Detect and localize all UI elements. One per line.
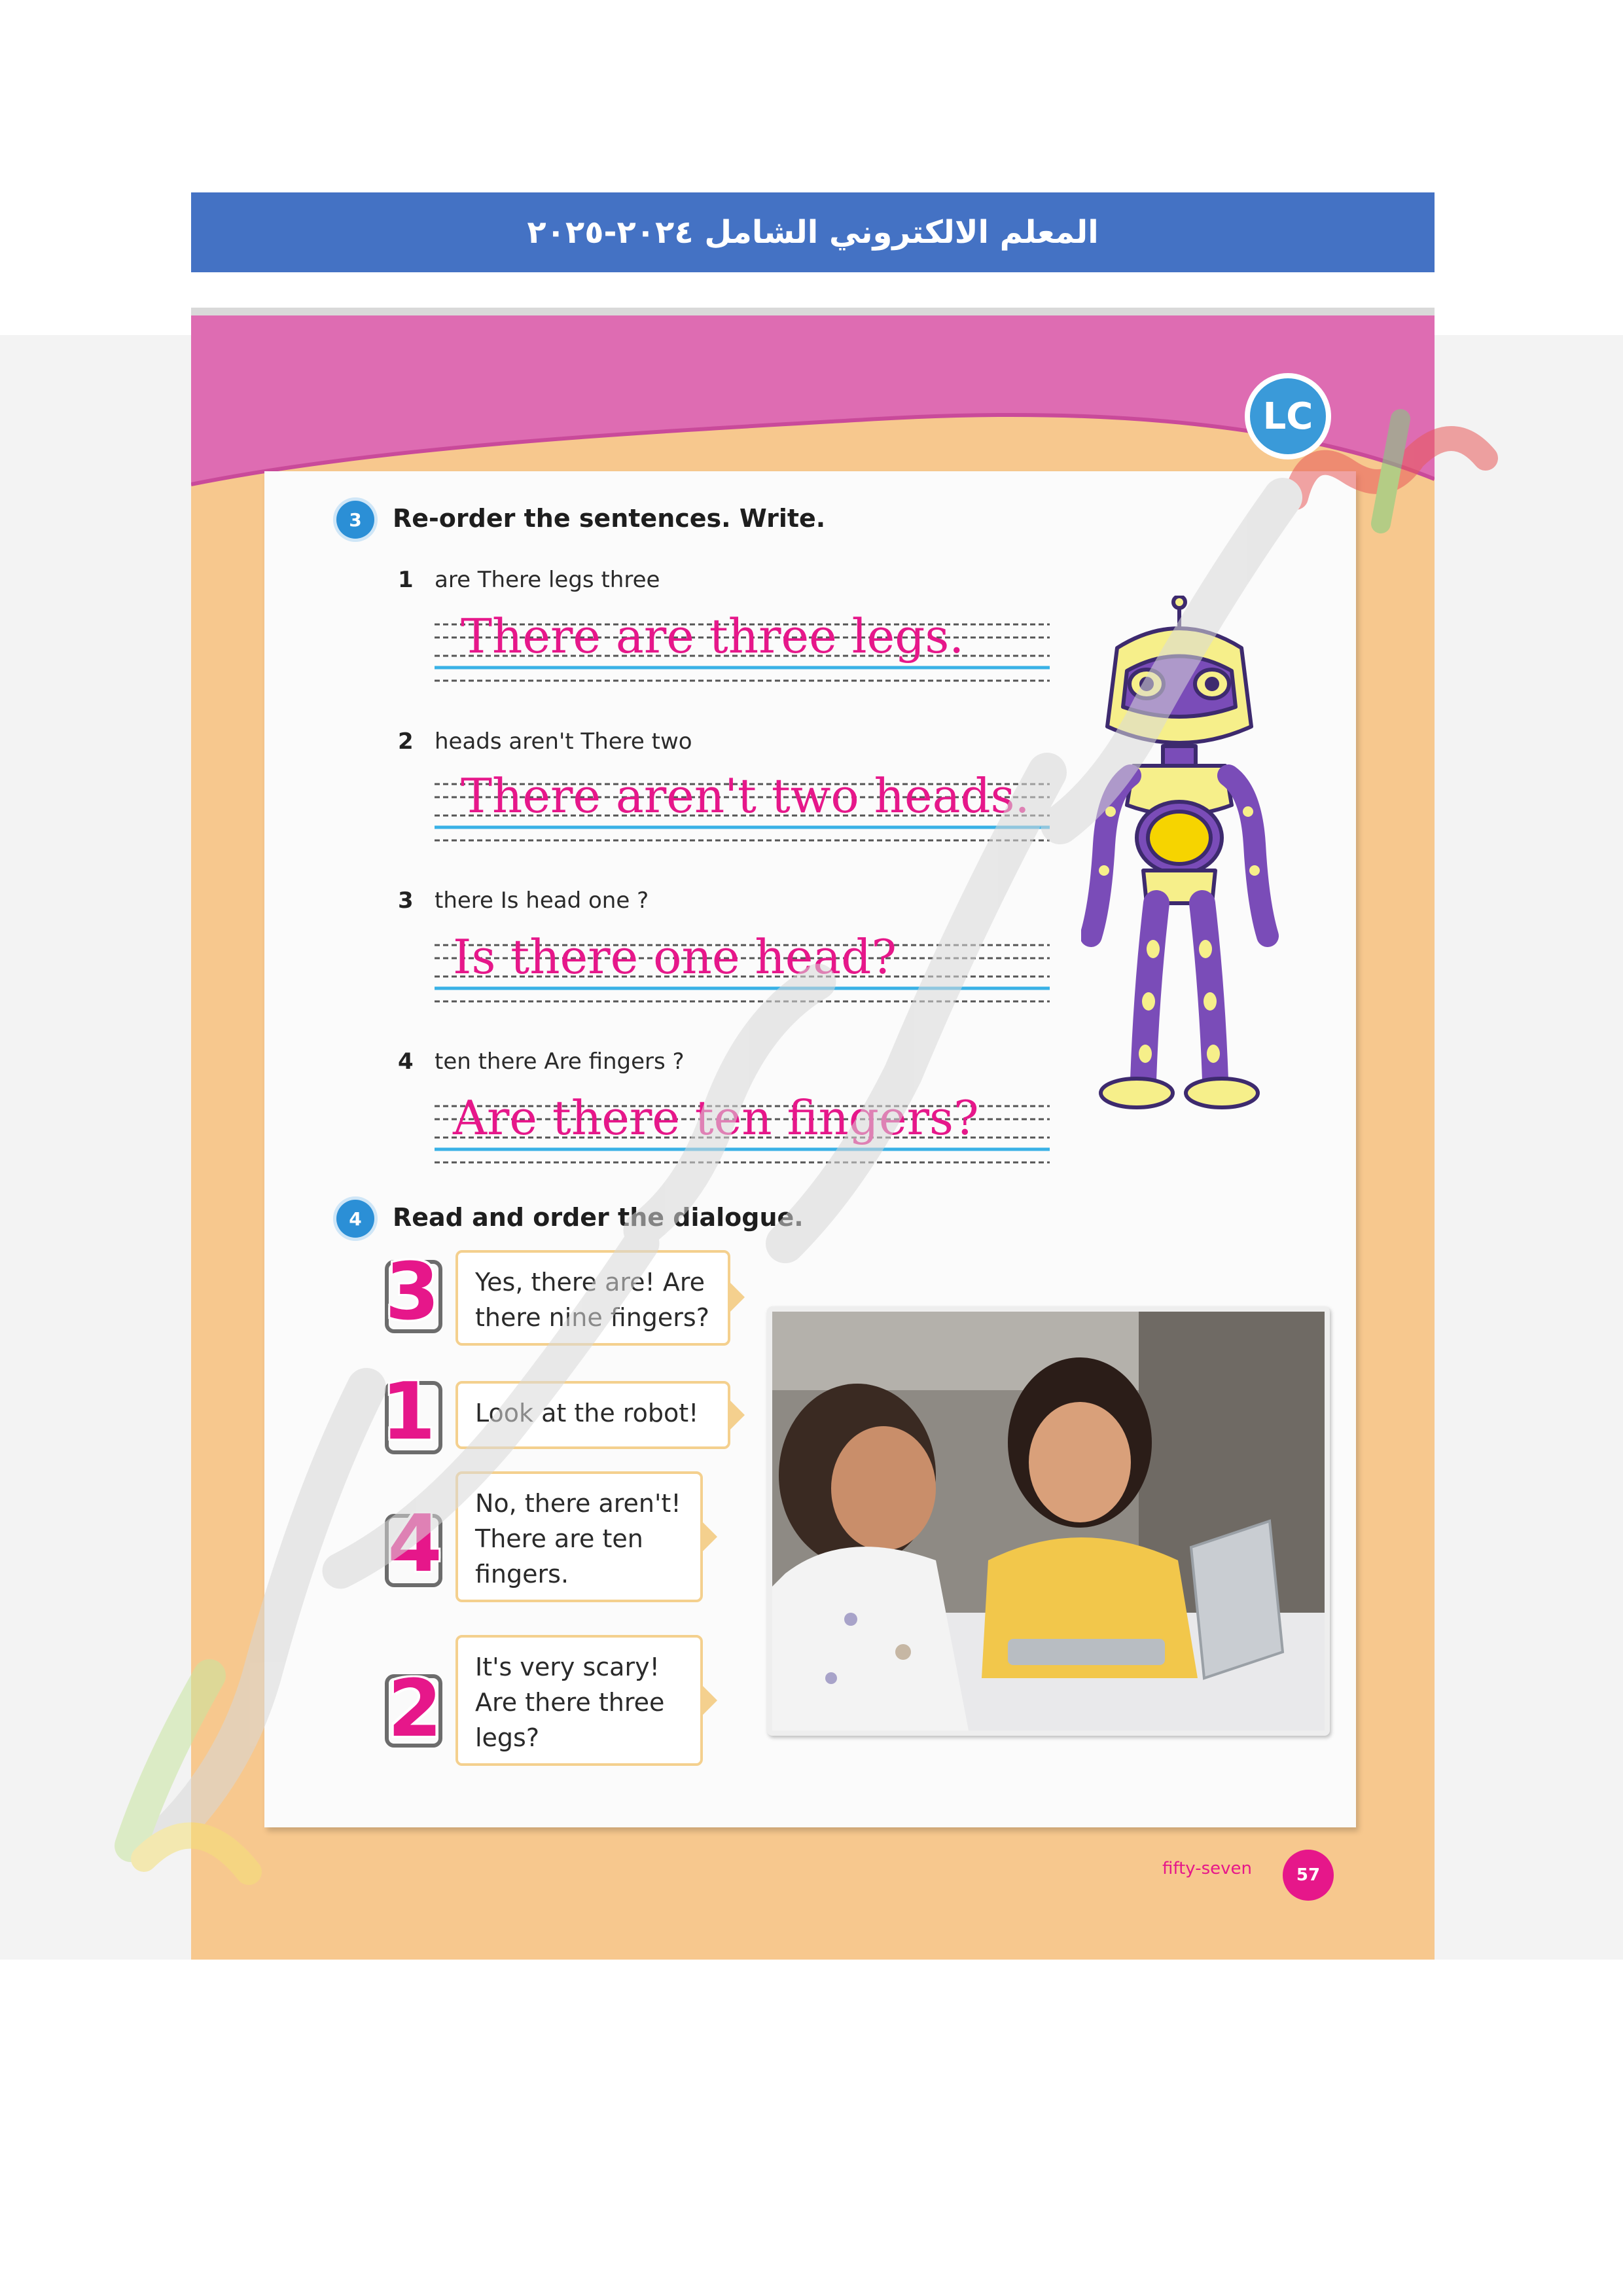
- page-word: fifty-seven: [1162, 1859, 1252, 1878]
- order-answer-2: 1: [381, 1367, 436, 1458]
- banner-title: المعلم الالكتروني الشامل ٢٠٢٤-٢٠٢٥: [527, 214, 1099, 251]
- item-2-answer: There aren't two heads.: [461, 768, 1030, 823]
- page-number: 57: [1283, 1850, 1334, 1901]
- dialogue-bubble-4: [455, 1635, 703, 1766]
- item-1-answer: There are three legs.: [461, 609, 965, 664]
- item-2-number: 2: [398, 728, 414, 755]
- item-3-prompt: there Is head one ?: [435, 888, 649, 914]
- item-3-answer: Is there one head?: [453, 929, 897, 984]
- activity-4-number: 4: [336, 1200, 374, 1238]
- order-answer-4: 2: [387, 1664, 442, 1755]
- item-1-number: 1: [398, 567, 414, 593]
- dialogue-text-4: It's very scary! Are there three legs?: [475, 1653, 665, 1752]
- item-4-number: 4: [398, 1049, 414, 1075]
- order-answer-3: 4: [387, 1499, 442, 1590]
- dialogue-text-3: No, there aren't! There are ten fingers.: [475, 1489, 681, 1588]
- bubble-tail-2: [730, 1401, 745, 1429]
- item-1-prompt: are There legs three: [435, 567, 660, 593]
- dialogue-bubble-2: [455, 1381, 730, 1449]
- bubble-tail-3: [703, 1522, 717, 1551]
- bubble-tail-1: [730, 1283, 745, 1312]
- photo-girls-tablet: [767, 1306, 1330, 1736]
- activity-3-title: Re-order the sentences. Write.: [393, 504, 826, 533]
- book-page: [191, 308, 1435, 1960]
- item-2-prompt: heads aren't There two: [435, 728, 692, 755]
- bubble-tail-4: [703, 1686, 717, 1715]
- lc-badge: LC: [1245, 373, 1331, 459]
- order-answer-1: 3: [385, 1247, 440, 1338]
- dialogue-text-2: Look at the robot!: [475, 1399, 699, 1427]
- item-4-answer: Are there ten fingers?: [453, 1090, 979, 1145]
- title-banner: [191, 192, 1435, 272]
- robot-illustration: [1081, 596, 1297, 1113]
- item-3-number: 3: [398, 888, 414, 914]
- activity-4-title: Read and order the dialogue.: [393, 1203, 804, 1232]
- photo-illustration: [772, 1312, 1325, 1731]
- activity-3-number: 3: [336, 501, 374, 539]
- dialogue-text-1: Yes, there are! Are there nine fingers?: [475, 1268, 709, 1332]
- item-4-prompt: ten there Are fingers ?: [435, 1049, 685, 1075]
- dialogue-bubble-1: [455, 1250, 730, 1346]
- dialogue-bubble-3: [455, 1471, 703, 1602]
